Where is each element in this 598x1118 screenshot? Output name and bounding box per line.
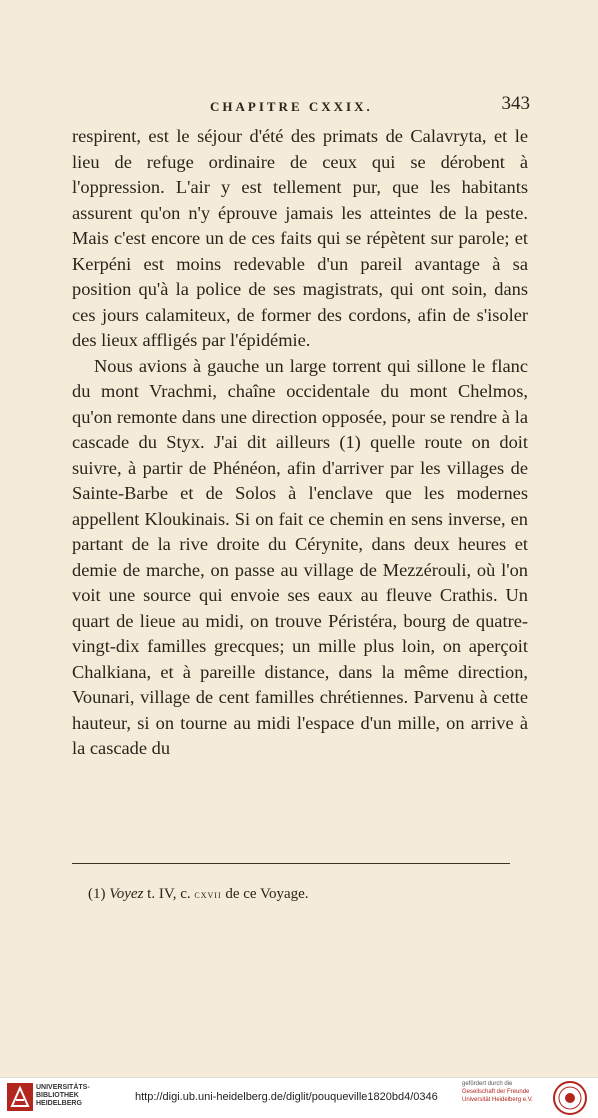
footnote-voyez: Voyez — [109, 886, 144, 902]
university-seal-icon — [552, 1080, 588, 1116]
sponsor-org-line1: Gesellschaft der Freunde — [462, 1089, 530, 1095]
footnote-chapter: cxvii — [194, 887, 222, 901]
permalink-url[interactable]: http://digi.ub.uni-heidelberg.de/diglit/pouqueville1820bd4/0346 — [135, 1091, 438, 1103]
sponsor-credit — [462, 1080, 533, 1104]
library-name-line2: BIBLIOTHEK — [36, 1092, 79, 1099]
chapter-title: CHAPITRE CXXIX. — [210, 99, 373, 114]
running-header — [70, 93, 530, 121]
footnote-tail: de ce Voyage. — [225, 886, 309, 902]
library-name — [36, 1084, 90, 1108]
paragraph-1: respirent, est le séjour d'été des primats de Calavryta, et le lieu de refuge ordinaire de ceux qui se dérobent à l'oppression. L'air y est tellement pur, que les habitants assurent qu'on n'y éprouve jamais les atteintes de la peste. Mais c'est encore un de ces faits qui se répètent sur parole; et Kerpéni est moins redevable d'un pareil avantage à sa position qu'à la police de ses magistrats, qui ont soin, dans ces jours calamiteux, de former des cordons, afin de s'isoler des lieux affligés par l'épidémie. — [72, 126, 528, 350]
paragraph-2: Nous avions à gauche un large torrent qui sillone le flanc du mont Vrachmi, chaîne occidentale du mont Chelmos, qu'on remonte dans une direction opposée, pour se rendre à la cascade du Styx. J'ai dit ailleurs (1) quelle route on doit suivre, à partir de Phénéon, afin d'arriver par les villages de Sainte-Barbe et de Solos à l'enclave que les modernes appellent Kloukinais. Si on fait ce chemin en sens inverse, en partant de la rive droite du Cérynite, dans deux heures et demie de marche, on passe au village de Mezzérouli, où l'on voit une source qui envoie ses eaux au fleuve Crathis. Un quart de lieue au midi, on trouve Péristéra, bourg de quatre-vingt-dix familles grecques; un mille plus loin, on aperçoit Chalkiana, et à pareille distance, dans la même direction, Vounari, village de cent familles chrétiennes. Parvenu à cette hauteur, si on tourne au midi l'espace d'un mille, on arrive à la cascade du — [72, 355, 528, 758]
viewer-footer — [0, 1077, 598, 1118]
footnote-marker: (1) — [88, 886, 106, 902]
library-name-line3: HEIDELBERG — [36, 1100, 82, 1107]
main-text — [72, 124, 528, 762]
page-number: 343 — [501, 93, 530, 114]
footnote-rule — [72, 863, 510, 864]
library-logo-icon — [6, 1082, 34, 1112]
footnote-ref: t. IV, c. — [147, 886, 191, 902]
sponsor-org-line2: Universität Heidelberg e.V. — [462, 1097, 533, 1103]
footnote — [88, 886, 309, 903]
sponsor-label: gefördert durch die — [462, 1081, 513, 1087]
library-name-line1: UNIVERSITÄTS- — [36, 1084, 90, 1091]
